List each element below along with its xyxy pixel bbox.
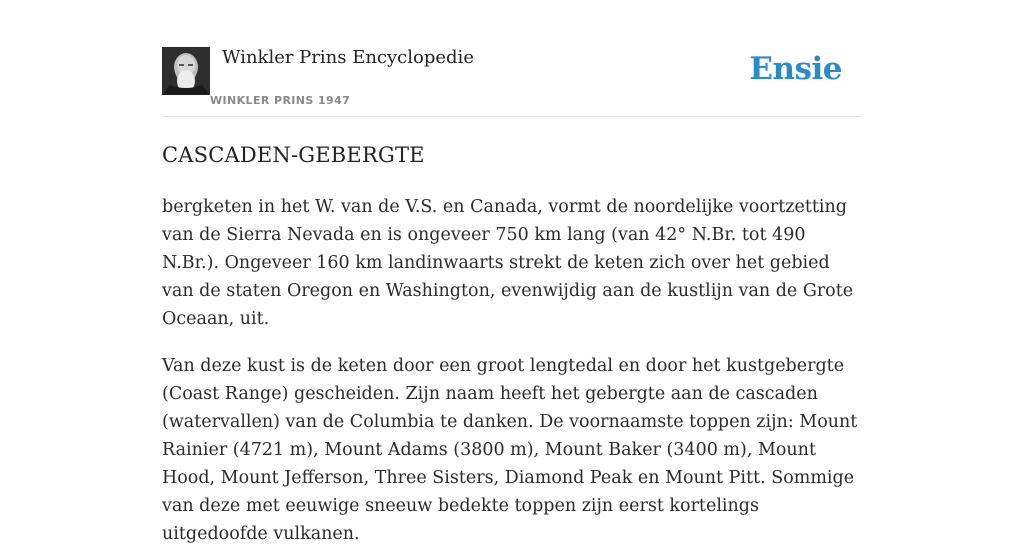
brand-logo[interactable]: Ensie: [749, 51, 842, 87]
site-title[interactable]: Winkler Prins Encyclopedie: [222, 47, 474, 68]
article: [162, 140, 862, 548]
site-subtitle[interactable]: WINKLER PRINS 1947: [210, 94, 351, 107]
site-header: [162, 0, 862, 117]
article-paragraph: bergketen in het W. van de V.S. en Canada, vormt de noordelijke voortzetting van de Sierra Nevada en is ongeveer 750 km lang (van 42° N.Br. tot 490 N.Br.). Ongeveer 160 km landinwaarts strekt de keten zich over het gebied van de staten Oregon en Washington, evenwijdig aan de kustlijn van de Grote Oceaan, uit.: [162, 197, 854, 329]
author-avatar-icon[interactable]: [162, 47, 210, 95]
article-title: CASCADEN-GEBERGTE: [162, 143, 425, 167]
article-paragraph: Van deze kust is de keten door een groot lengtedal en door het kustgebergte (Coast Range) gescheiden. Zijn naam heeft het gebergte aan de cascaden (watervallen) van de Columbia te danken. De voornaamste toppen zijn: Mount Rainier (4721 m), Mount Adams (3800 m), Mount Baker (3400 m), Mount Hood, Mount Jefferson, Three Sisters, Diamond Peak en Mount Pitt. Sommige van deze met eeuwige sneeuw bedekte toppen zijn eerst kortelings uitgedoofde vulkanen.: [162, 356, 858, 544]
